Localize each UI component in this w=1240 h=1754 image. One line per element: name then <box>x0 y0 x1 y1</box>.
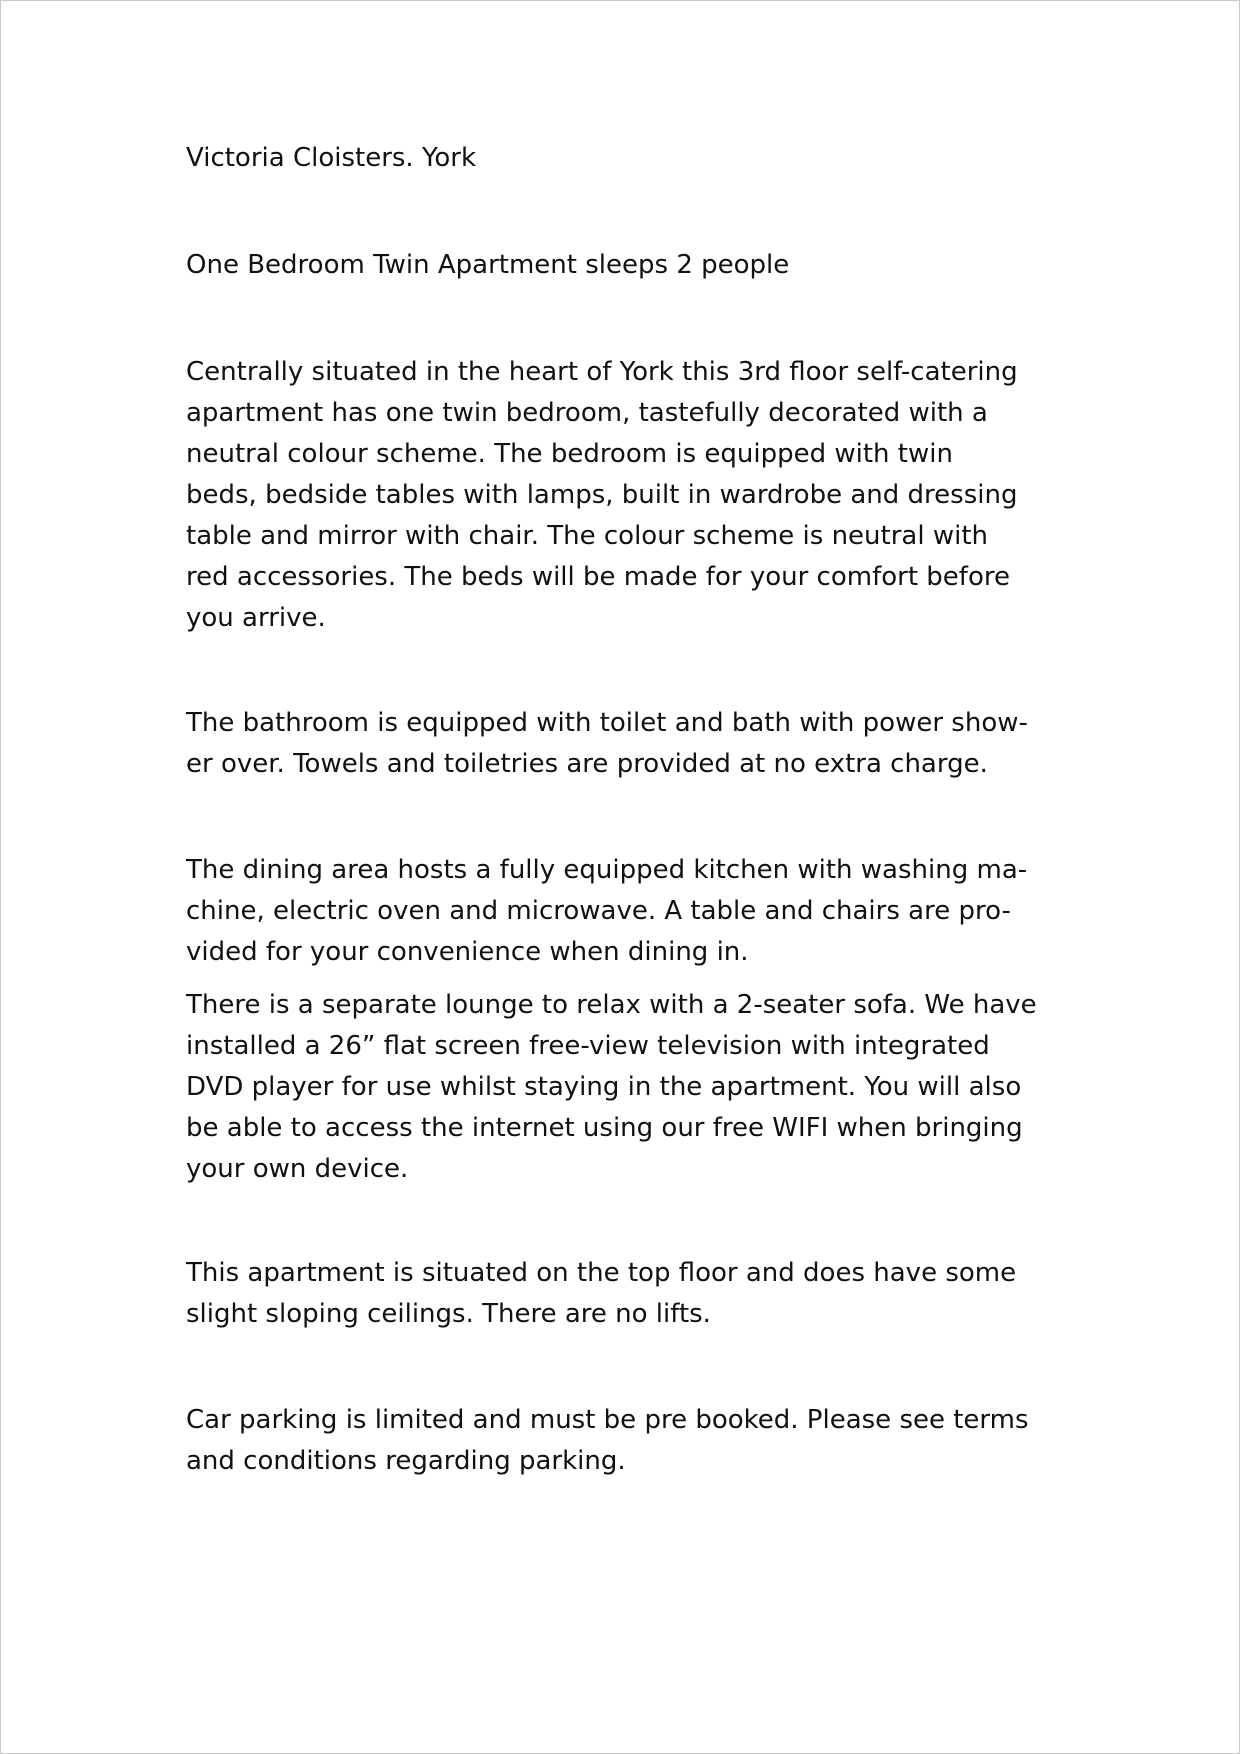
paragraph-line: table and mirror with chair. The colour scheme is neutral with <box>186 521 988 551</box>
paragraph-line: neutral colour scheme. The bedroom is equipped with twin <box>186 439 953 469</box>
paragraph-line: The dining area hosts a fully equipped kitchen with washing ma- <box>186 855 1028 885</box>
paragraph-line: DVD player for use whilst staying in the apartment. You will also <box>186 1072 1022 1102</box>
document-title: Victoria Cloisters. York <box>186 143 477 173</box>
paragraph-dining <box>186 850 1027 973</box>
paragraph-line: apartment has one twin bedroom, tastefully decorated with a <box>186 398 988 428</box>
paragraph-line: slight sloping ceilings. There are no lifts. <box>186 1299 711 1329</box>
paragraph-line: installed a 26” flat screen free-view television with integrated <box>186 1031 990 1061</box>
paragraph-lounge <box>186 985 1037 1190</box>
paragraph-line: This apartment is situated on the top floor and does have some <box>186 1258 1017 1288</box>
paragraph-bedroom <box>186 352 1018 639</box>
document-subtitle: One Bedroom Twin Apartment sleeps 2 people <box>186 250 790 280</box>
paragraph-line: be able to access the internet using our free WIFI when bringing <box>186 1113 1023 1143</box>
paragraph-bathroom <box>186 703 1028 785</box>
paragraph-line: chine, electric oven and microwave. A table and chairs are pro- <box>186 896 1011 926</box>
paragraph-line: your own device. <box>186 1154 409 1184</box>
paragraph-line: and conditions regarding parking. <box>186 1446 626 1476</box>
paragraph-top-floor <box>186 1253 1016 1335</box>
paragraph-line: red accessories. The beds will be made for your comfort before <box>186 562 1010 592</box>
paragraph-line: beds, bedside tables with lamps, built in wardrobe and dressing <box>186 480 1018 510</box>
paragraph-line: er over. Towels and toiletries are provided at no extra charge. <box>186 749 988 779</box>
paragraph-parking <box>186 1400 1029 1482</box>
paragraph-line: Car parking is limited and must be pre booked. Please see terms <box>186 1405 1029 1435</box>
paragraph-line: vided for your convenience when dining in. <box>186 937 749 967</box>
paragraph-line: you arrive. <box>186 603 326 633</box>
paragraph-line: Centrally situated in the heart of York this 3rd floor self-catering <box>186 357 1018 387</box>
paragraph-line: The bathroom is equipped with toilet and bath with power show- <box>186 708 1028 738</box>
paragraph-line: There is a separate lounge to relax with a 2-seater sofa. We have <box>186 990 1037 1020</box>
